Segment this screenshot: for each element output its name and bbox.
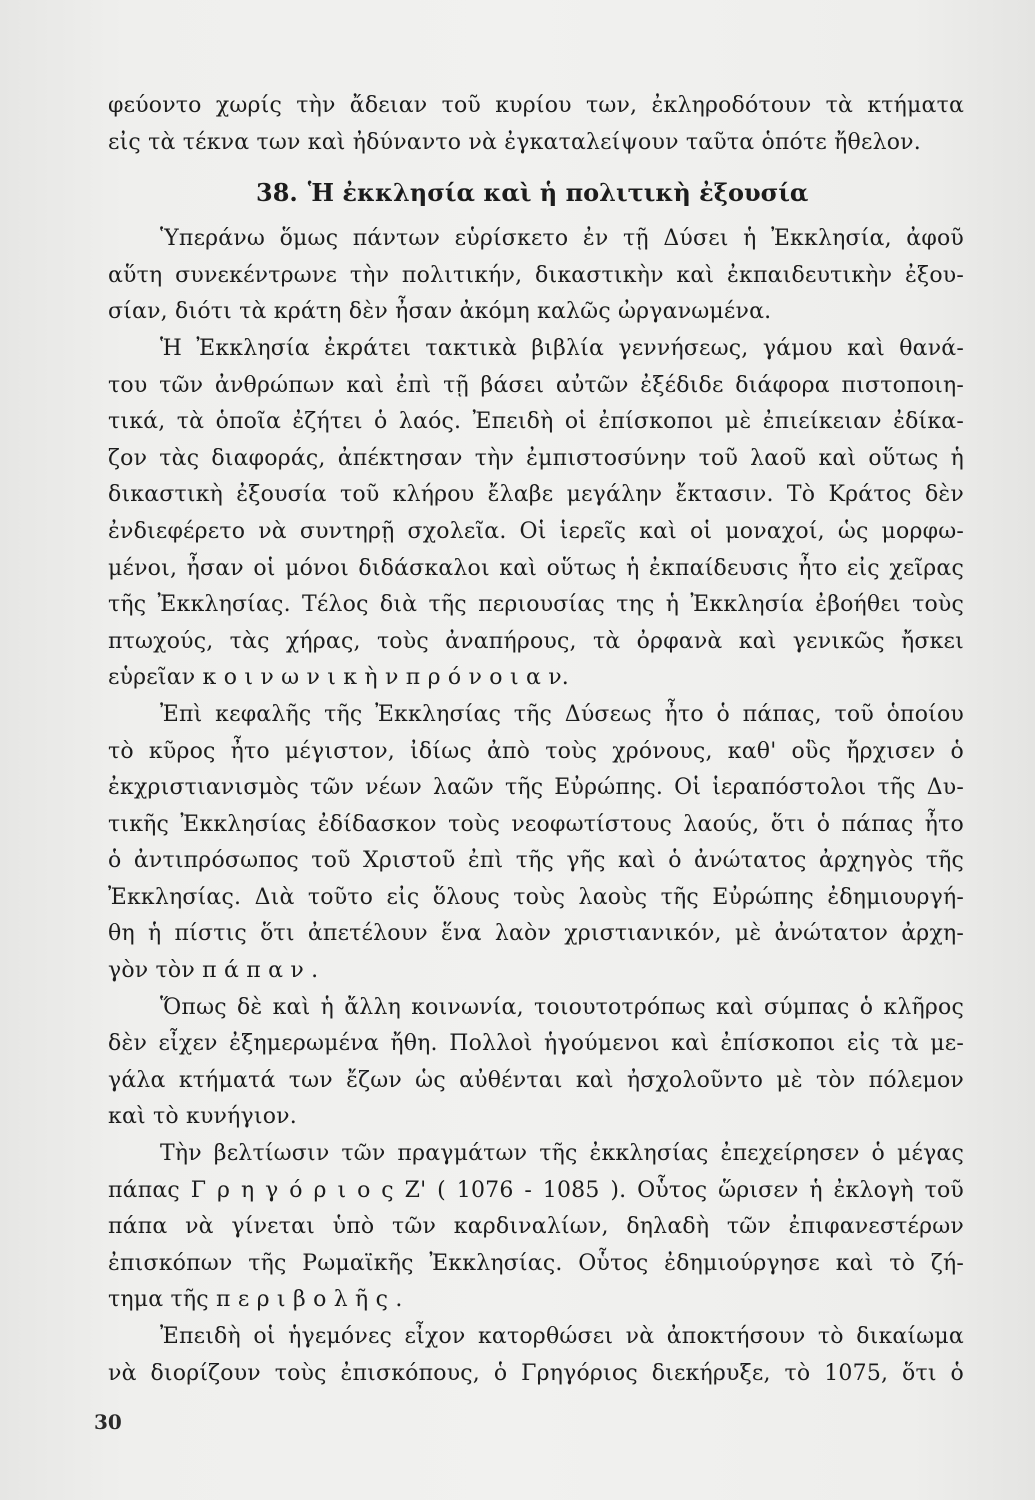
section-number: 38. — [256, 178, 298, 208]
text-line: τικά, τὰ ὁποῖα ἐζήτει ὁ λαός. Ἐπειδὴ οἱ ἐπίσκοποι μὲ ἐπιείκειαν ἐδίκα- — [108, 409, 964, 435]
text-line: δικαστικὴ ἐξουσία τοῦ κλήρου ἔλαβε μεγάλην ἔκτασιν. Τὸ Κράτος δὲν — [108, 482, 964, 508]
text-line: ἐκχριστιανισμὸς τῶν νέων λαῶν τῆς Εὐρώπης. Οἱ ἱεραπόστολοι τῆς Δυ- — [108, 775, 964, 801]
text-line: φεύοντο χωρίς τὴν ἄδειαν τοῦ κυρίου των, ἐκληροδότουν τὰ κτήματα — [108, 93, 964, 118]
text-line: πάπα νὰ γίνεται ὑπὸ τῶν καρδιναλίων, δηλαδὴ τῶν ἐπιφανεστέρων — [108, 1214, 964, 1240]
text-line: μένοι, ἦσαν οἱ μόνοι διδάσκαλοι καὶ οὕτως ἡ ἐκπαίδευσις ἦτο εἰς χεῖρας — [108, 555, 964, 581]
paragraph-first-line: Ἐπειδὴ οἱ ἡγεμόνες εἶχον κατορθώσει νὰ ἀποκτήσουν τὸ δικαίωμα — [160, 1324, 964, 1349]
text-line: ὁ ἀντιπρόσωπος τοῦ Χριστοῦ ἐπὶ τῆς γῆς καὶ ὁ ἀνώτατος ἀρχηγὸς τῆς — [108, 848, 964, 874]
paragraph-first-line: Ἐπὶ κεφαλῆς τῆς Ἐκκλησίας τῆς Δύσεως ἦτο ὁ πάπας, τοῦ ὁποίου — [160, 701, 964, 727]
text-line: του τῶν ἀνθρώπων καὶ ἐπὶ τῇ βάσει αὐτῶν ἐξέδιδε διάφορα πιστοποιη- — [108, 372, 964, 398]
text-line: δὲν εἶχεν ἐξημερωμένα ἤθη. Πολλοὶ ἡγούμενοι καὶ ἐπίσκοποι εἰς τὰ με- — [108, 1031, 964, 1057]
text-line: γὸν τὸν π ά π α ν . — [108, 958, 319, 984]
text-line: εἰς τὰ τέκνα των καὶ ἠδύναντο νὰ ἐγκαταλείψουν ταῦτα ὁπότε ἤθελον. — [108, 129, 921, 155]
text-line: πάπας Γ ρ η γ ό ρ ι ο ς Ζ' ( 1076 - 1085 ). Οὗτος ὥρισεν ἡ ἐκλογὴ τοῦ — [108, 1177, 964, 1203]
paragraph-first-line: Τὴν βελτίωσιν τῶν πραγμάτων τῆς ἐκκλησίας ἐπεχείρησεν ὁ μέγας — [160, 1141, 964, 1167]
text-line: τὸ κῦρος ἦτο μέγιστον, ἰδίως ἀπὸ τοὺς χρόνους, καθ' οὓς ἤρχισεν ὁ — [108, 738, 964, 764]
text-line: καὶ τὸ κυνήγιον. — [108, 1104, 297, 1130]
text-line: ἐνδιεφέρετο νὰ συντηρῇ σχολεῖα. Οἱ ἱερεῖς καὶ οἱ μοναχοί, ὡς μορφω- — [108, 518, 964, 544]
text-line: γάλα κτήματά των ἔζων ὡς αὐθένται καὶ ἠσχολοῦντο μὲ τὸν πόλεμον — [108, 1067, 964, 1093]
text-line: ἐπισκόπων τῆς Ρωμαϊκῆς Ἐκκλησίας. Οὗτος ἐδημιούργησε καὶ τὸ ζή- — [108, 1250, 964, 1276]
page-number: 30 — [94, 1410, 122, 1434]
paragraph-first-line: Ὑπεράνω ὅμως πάντων εὑρίσκετο ἐν τῇ Δύσει ἡ Ἐκκλησία, ἀφοῦ — [160, 226, 964, 252]
text-line: ζον τὰς διαφοράς, ἀπέκτησαν τὴν ἐμπιστοσύνην τοῦ λαοῦ καὶ οὕτως ἡ — [108, 445, 964, 471]
text-line: Ἐκκλησίας. Διὰ τοῦτο εἰς ὅλους τοὺς λαοὺς τῆς Εὐρώπης ἐδημιουργή- — [108, 884, 964, 910]
paragraph-first-line: Ὅπως δὲ καὶ ἡ ἄλλη κοινωνία, τοιουτοτρόπως καὶ σύμπας ὁ κλῆρος — [160, 994, 964, 1020]
page-text — [108, 88, 964, 1392]
text-line: αὕτη συνεκέντρωνε τὴν πολιτικήν, δικαστικὴν καὶ ἐκπαιδευτικὴν ἐξου- — [108, 262, 964, 288]
section-heading — [108, 167, 964, 219]
text-line: τικῆς Ἐκκλησίας ἐδίδασκον τοὺς νεοφωτίστους λαούς, ὅτι ὁ πάπας ἦτο — [108, 811, 964, 837]
text-line: σίαν, διότι τὰ κράτη δὲν ἦσαν ἀκόμη καλῶς ὠργανωμένα. — [108, 299, 772, 325]
text-line: νὰ διορίζουν τοὺς ἐπισκόπους, ὁ Γρηγόριος διεκήρυξε, τὸ 1075, ὅτι ὁ — [108, 1360, 964, 1386]
text-line: εὑρεῖαν κ ο ι ν ω ν ι κ ὴ ν π ρ ό ν ο ι α ν. — [108, 665, 569, 691]
text-line: θη ἡ πίστις ὅτι ἀπετέλουν ἕνα λαὸν χριστιανικόν, μὲ ἀνώτατον ἀρχη- — [108, 921, 964, 947]
paragraph-first-line: Ἡ Ἐκκλησία ἐκράτει τακτικὰ βιβλία γεννήσεως, γάμου καὶ θανά- — [160, 335, 964, 361]
text-line: πτωχούς, τὰς χήρας, τοὺς ἀναπήρους, τὰ ὀρφανὰ καὶ γενικῶς ἤσκει — [108, 628, 964, 654]
text-line: τῆς Ἐκκλησίας. Τέλος διὰ τῆς περιουσίας της ἡ Ἐκκλησία ἐβοήθει τοὺς — [108, 592, 964, 618]
text-line: τημα τῆς π ε ρ ι β ο λ ῆ ς . — [108, 1287, 403, 1313]
section-title: Ἡ ἐκκλησία καὶ ἡ πολιτικὴ ἐξουσία — [307, 178, 809, 208]
